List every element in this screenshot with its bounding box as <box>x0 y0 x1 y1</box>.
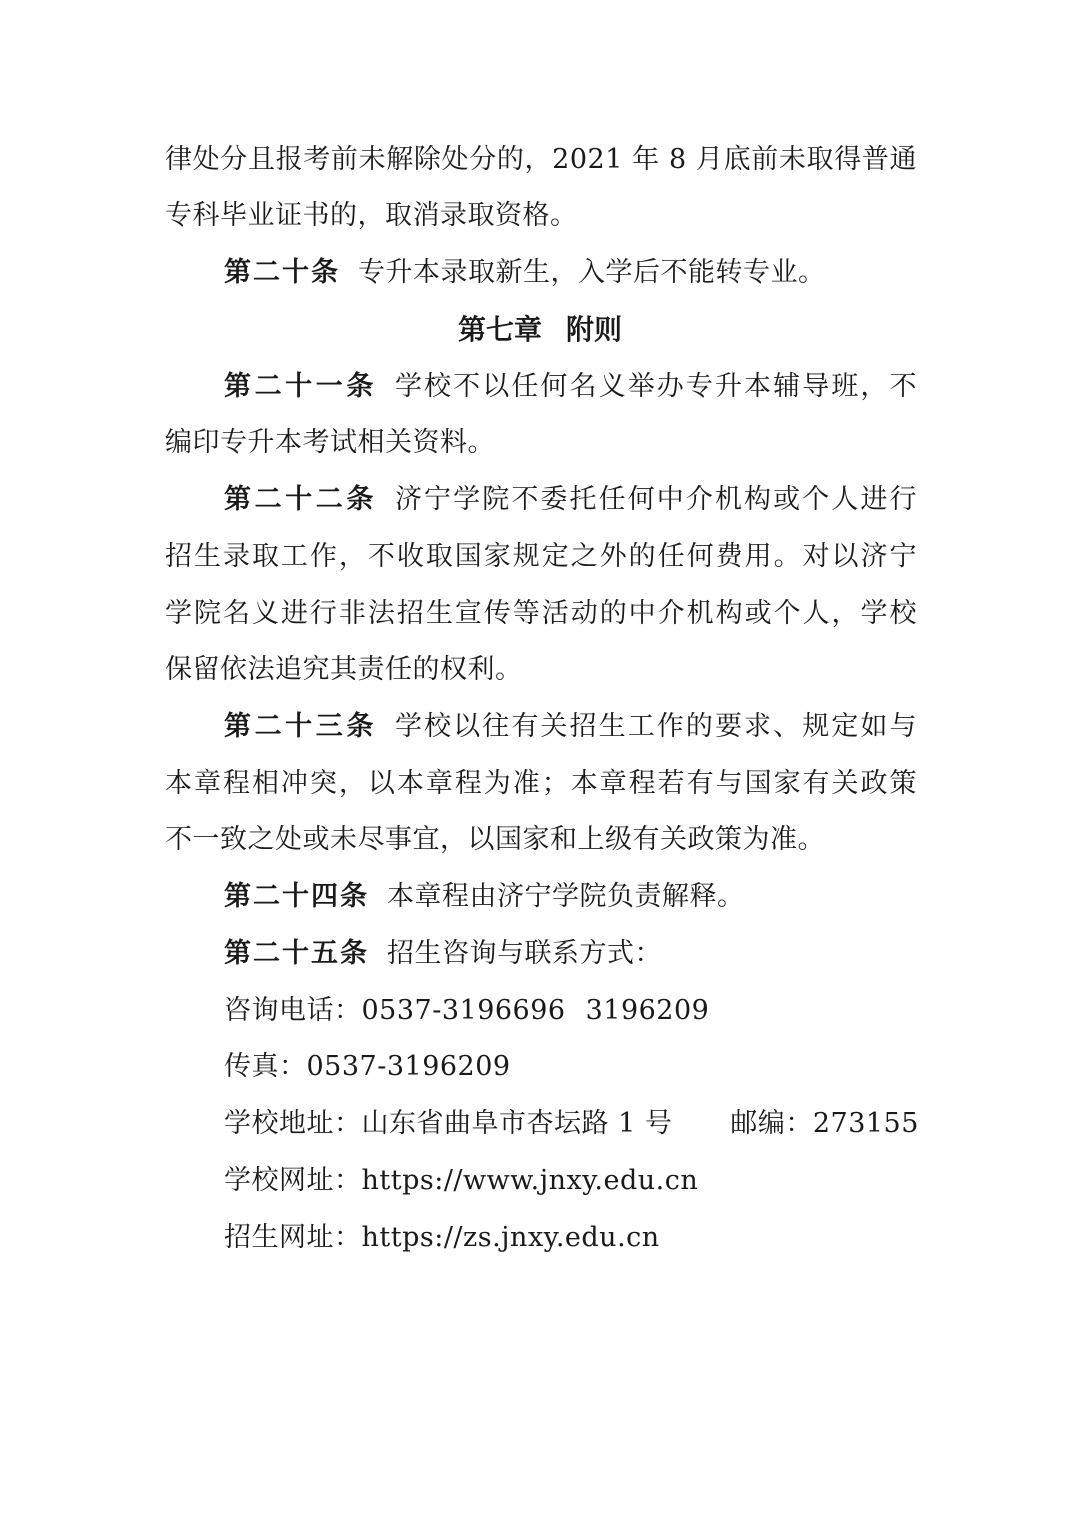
article-22-line-1 <box>224 480 917 520</box>
article-25-label: 第二十五条 <box>224 938 369 969</box>
address-label: 学校地址： <box>224 1108 362 1139</box>
article-21-label: 第二十一条 <box>224 371 377 402</box>
address-text: 山东省曲阜市杏坛路 1 号 <box>361 1108 673 1139</box>
paragraph-continuation-line-2: 专科毕业证书的，取消录取资格。 <box>165 200 578 231</box>
chapter-title: 附则 <box>566 313 623 346</box>
article-20-text: 专升本录取新生，入学后不能转专业。 <box>358 257 826 288</box>
admissions-site-url: https://zs.jnxy.edu.cn <box>361 1222 660 1253</box>
contact-fax <box>224 1047 917 1087</box>
article-21-line-2: 编印专升本考试相关资料。 <box>165 427 495 458</box>
article-22-label: 第二十二条 <box>224 484 377 515</box>
chapter-number: 第七章 <box>457 313 542 346</box>
article-22-line-2: 招生录取工作，不收取国家规定之外的任何费用。对以济宁 <box>165 541 917 572</box>
phone-number-2: 3196209 <box>585 995 710 1026</box>
article-24 <box>224 877 917 917</box>
article-23-line-3: 不一致之处或未尽事宜，以国家和上级有关政策为准。 <box>165 824 825 855</box>
contact-website <box>224 1161 917 1201</box>
article-23-line-2: 本章程相冲突，以本章程为准；本章程若有与国家有关政策 <box>165 768 917 799</box>
postcode-label: 邮编： <box>730 1108 813 1139</box>
chapter-heading <box>0 310 1080 350</box>
paragraph-continuation-line-1: 律处分且报考前未解除处分的，2021 年 8 月底前未取得普通 <box>165 144 917 175</box>
phone-number-1: 0537-3196696 <box>361 995 566 1026</box>
admissions-site-label: 招生网址： <box>224 1222 362 1253</box>
article-21-line-1 <box>224 367 917 407</box>
contact-admissions-site <box>224 1218 917 1258</box>
contact-phone <box>224 991 917 1031</box>
fax-number: 0537-3196209 <box>306 1051 511 1082</box>
article-23-line-1 <box>224 707 917 747</box>
article-22-text-1: 济宁学院不委托任何中介机构或个人进行 <box>394 484 918 515</box>
article-23-text-1: 学校以往有关招生工作的要求、规定如与 <box>394 711 918 742</box>
article-20 <box>224 253 917 293</box>
article-20-label: 第二十条 <box>224 257 340 288</box>
postcode-value: 273155 <box>812 1108 919 1139</box>
article-25 <box>224 934 917 974</box>
contact-address <box>224 1104 917 1144</box>
article-24-text: 本章程由济宁学院负责解释。 <box>387 881 745 912</box>
fax-label: 传真： <box>224 1051 307 1082</box>
article-24-label: 第二十四条 <box>224 881 369 912</box>
article-25-text: 招生咨询与联系方式： <box>387 938 662 969</box>
article-22-line-3: 学院名义进行非法招生宣传等活动的中介机构或个人，学校 <box>165 598 917 629</box>
website-label: 学校网址： <box>224 1165 362 1196</box>
article-21-text-1: 学校不以任何名义举办专升本辅导班，不 <box>394 371 918 402</box>
article-23-label: 第二十三条 <box>224 711 377 742</box>
article-22-line-4: 保留依法追究其责任的权利。 <box>165 654 523 685</box>
website-url: https://www.jnxy.edu.cn <box>361 1165 699 1196</box>
phone-label: 咨询电话： <box>224 995 362 1026</box>
